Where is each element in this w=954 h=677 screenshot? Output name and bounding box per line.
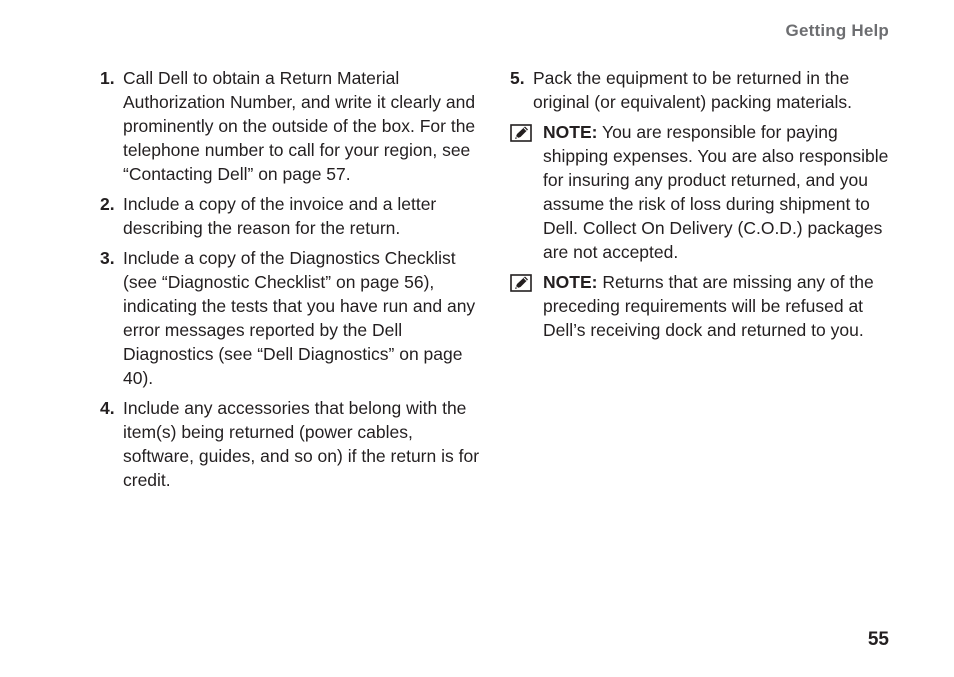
note-shipping [510, 120, 895, 264]
step-item-4 [100, 396, 488, 492]
step-text: Include a copy of the invoice and a letter describing the reason for the return. [123, 194, 437, 238]
note-body [543, 270, 895, 342]
note-returns [510, 270, 895, 342]
step-number: 3. [100, 248, 115, 268]
step-item-1 [100, 66, 488, 186]
note-body [543, 120, 895, 264]
step-item-3 [100, 246, 488, 390]
note-text: You are responsible for paying shipping expenses. You are also responsible for insuring any product returned, and you assume the risk of loss during shipment to Dell. Collect On Delivery (C.O.D.) packages are not accepted. [543, 122, 889, 262]
step-item-5 [510, 66, 895, 114]
page-number: 55 [867, 629, 889, 650]
step-item-2 [100, 192, 488, 240]
note-pencil-icon [510, 270, 543, 342]
running-header: Getting Help [785, 21, 889, 40]
step-text: Call Dell to obtain a Return Material Authorization Number, and write it clearly and prominently on the outside of the box. For the telephone number to call for your region, see “Contacting Dell” on page 57. [123, 68, 476, 184]
step-text: Pack the equipment to be returned in the original (or equivalent) packing materials. [533, 68, 853, 112]
note-label: NOTE: [543, 122, 598, 142]
step-number: 5. [510, 68, 525, 88]
note-pencil-icon [510, 120, 543, 264]
note-label: NOTE: [543, 272, 598, 292]
right-column [510, 66, 895, 348]
step-number: 1. [100, 68, 115, 88]
step-number: 2. [100, 194, 115, 214]
note-text: Returns that are missing any of the preceding requirements will be refused at Dell’s receiving dock and returned to you. [543, 272, 874, 340]
step-number: 4. [100, 398, 115, 418]
step-text: Include any accessories that belong with the item(s) being returned (power cables, software, guides, and so on) if the return is for credit. [123, 398, 480, 490]
left-column [100, 66, 488, 498]
step-text: Include a copy of the Diagnostics Checklist (see “Diagnostic Checklist” on page 56), indicating the tests that you have run and any error messages reported by the Dell Diagnostics (see “Dell Diagnostics” on page 40). [123, 248, 476, 388]
